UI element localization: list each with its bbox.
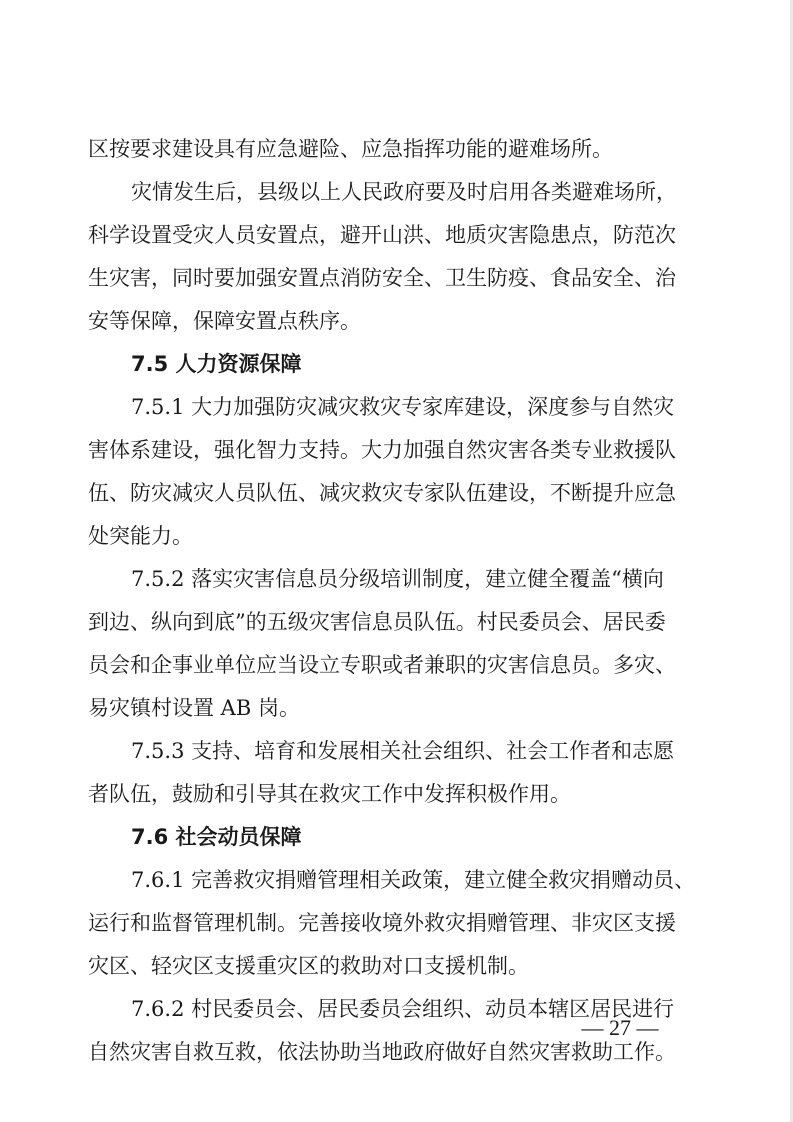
page-number: — 27 — [581,1015,659,1040]
text-line: 员会和企事业单位应当设立专职或者兼职的灾害信息员。多灾、 [88,653,676,677]
text-line: 者队伍，鼓励和引导其在救灾工作中发挥积极作用。 [88,782,571,806]
text-line: 到边、纵向到底”的五级灾害信息员队伍。村民委员会、居民委 [88,610,666,634]
text-line: 区按要求建设具有应急避险、应急指挥功能的避难场所。 [88,137,613,161]
text-line: 处突能力。 [88,524,193,548]
text-line: 伍、防灾减灾人员队伍、减灾救灾专家队伍建设，不断提升应急 [88,481,676,505]
text-line: 7.6.1 完善救灾捐赠管理相关政策，建立健全救灾捐赠动员、 [131,868,696,892]
text-line: 7.5.3 支持、培育和发展相关社会组织、社会工作者和志愿 [131,739,675,763]
text-line: 7.5.1 大力加强防灾减灾救灾专家库建设，深度参与自然灾 [131,395,675,419]
text-line: 灾区、轻灾区支援重灾区的救助对口支援机制。 [88,954,529,978]
text-line: 7.5.2 落实灾害信息员分级培训制度，建立健全覆盖“横向 [131,567,664,591]
text-line: 安等保障，保障安置点秩序。 [88,309,361,333]
section-heading: 7.6 社会动员保障 [131,825,302,849]
text-line: 灾情发生后，县级以上人民政府要及时启用各类避难场所， [131,180,677,204]
text-line: 易灾镇村设置 AB 岗。 [88,696,300,720]
text-line: 自然灾害自救互救，依法协助当地政府做好自然灾害救助工作。 [88,1040,676,1064]
text-line: 7.6.2 村民委员会、居民委员会组织、动员本辖区居民进行 [131,997,675,1021]
text-line: 科学设置受灾人员安置点，避开山洪、地质灾害隐患点，防范次 [88,223,676,247]
text-line: 害体系建设，强化智力支持。大力加强自然灾害各类专业救援队 [88,438,676,462]
text-line: 生灾害，同时要加强安置点消防安全、卫生防疫、食品安全、治 [88,266,676,290]
text-line: 运行和监督管理机制。完善接收境外救灾捐赠管理、非灾区支援 [88,911,676,935]
section-heading: 7.5 人力资源保障 [131,352,302,376]
